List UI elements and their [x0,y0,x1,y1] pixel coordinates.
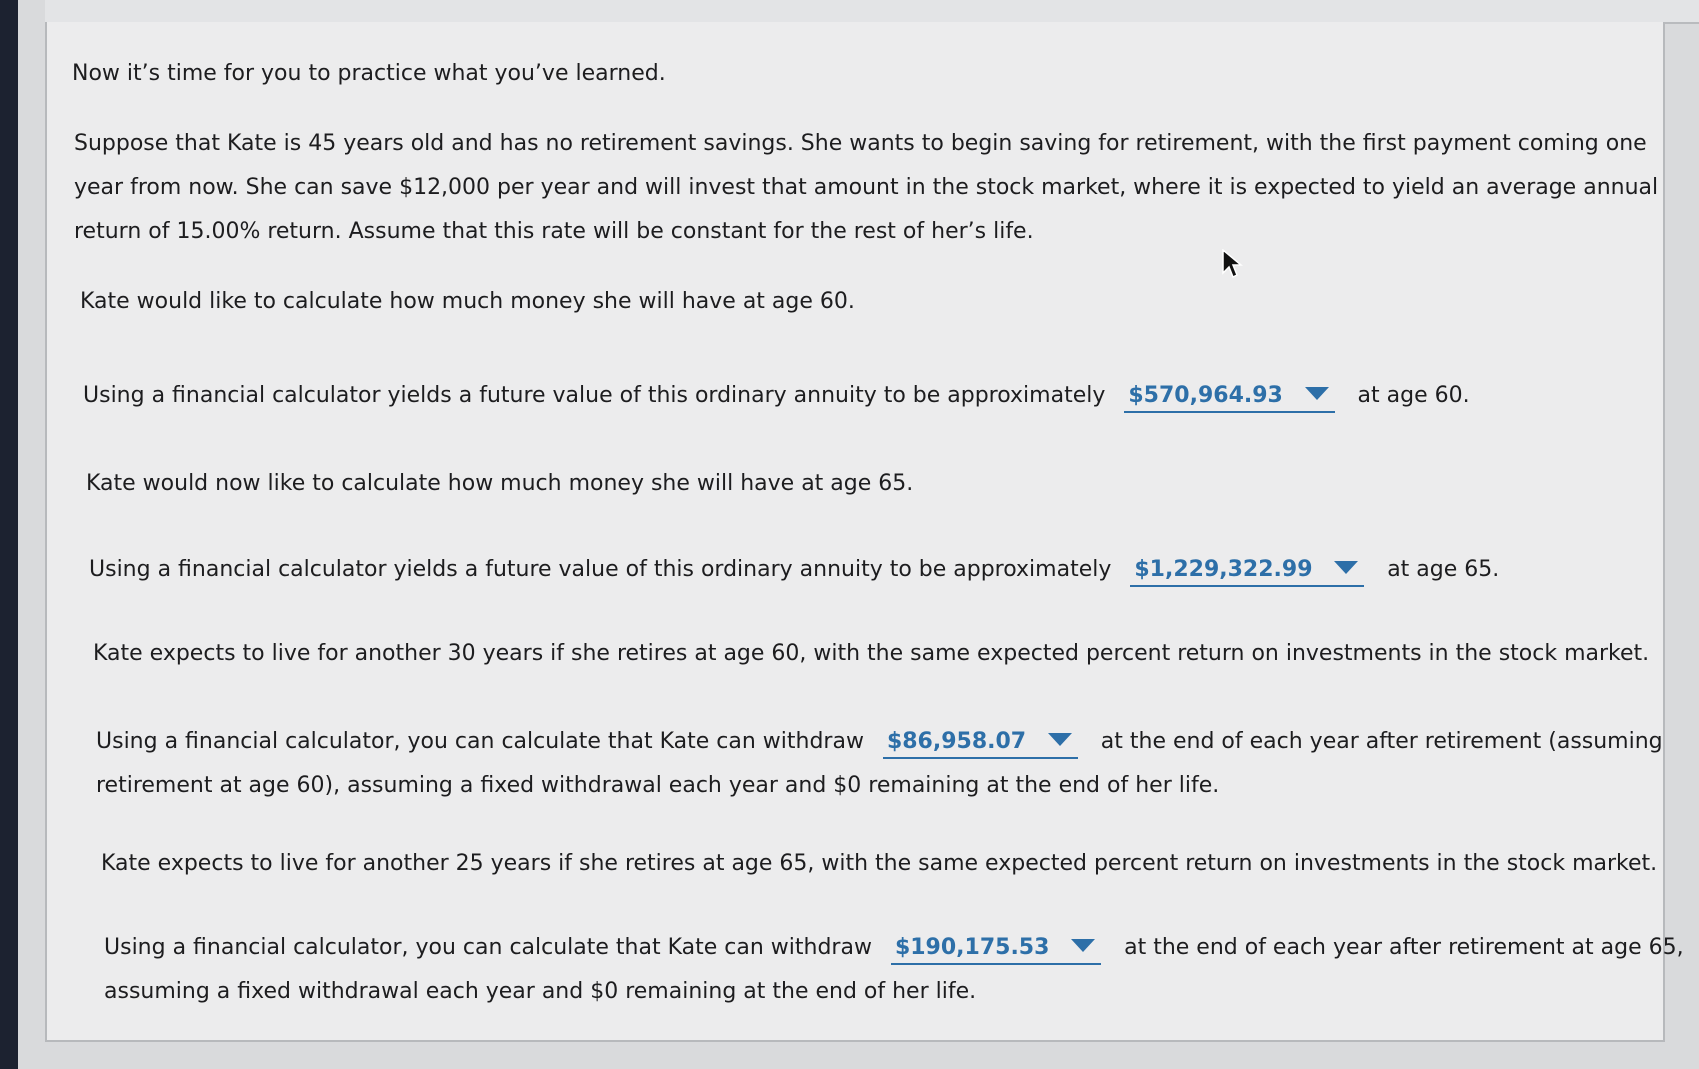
q1-answer-dropdown[interactable] [1124,381,1334,413]
scenario-line-3: return of 15.00% return. Assume that this rate will be constant for the rest of her’s life. [74,219,1034,244]
q1-prompt: Kate would like to calculate how much money she will have at age 60. [80,289,855,314]
q1-selected-value: $570,964.93 [1128,383,1283,408]
caret-down-icon [1305,387,1329,400]
caret-down-icon [1071,939,1095,952]
mouse-cursor-icon [1222,249,1244,279]
q1-after-text: at age 60. [1357,383,1470,408]
q4-after-text: at the end of each year after retirement at age 65, [1124,935,1684,960]
q3-prompt: Kate expects to live for another 30 years if she retires at age 60, with the same expected percent return on investments in the stock market. [93,641,1650,666]
q2-answer-dropdown[interactable] [1130,555,1364,587]
q3-selected-value: $86,958.07 [886,729,1027,754]
q4-sentence [104,926,1684,1014]
q4-line-2: assuming a fixed withdrawal each year and $0 remaining at the end of her life. [104,979,977,1004]
scenario-paragraph [74,122,1658,254]
q4-prompt: Kate expects to live for another 25 years if she retires at age 65, with the same expected percent return on investments in the stock market. [101,851,1658,876]
q2-prompt: Kate would now like to calculate how much money she will have at age 65. [86,471,914,496]
q3-line-1 [96,720,1663,764]
q2-selected-value: $1,229,322.99 [1134,557,1313,582]
q3-after-text: at the end of each year after retirement (assuming [1100,729,1663,754]
scenario-line-2: year from now. She can save $12,000 per year and will invest that amount in the stock market, where it is expected to yield an average annual [74,175,1659,200]
q3-before-text: Using a financial calculator, you can calculate that Kate can withdraw [96,729,864,754]
screen-bezel [0,0,18,1069]
q4-selected-value: $190,175.53 [894,935,1050,960]
caret-down-icon [1048,733,1072,746]
q2-after-text: at age 65. [1387,557,1500,582]
q1-sentence [83,374,1470,418]
q2-sentence [89,548,1499,592]
q4-line-1 [104,926,1684,970]
q3-sentence [96,720,1663,808]
scenario-line-1: Suppose that Kate is 45 years old and has no retirement savings. She wants to begin saving for retirement, with the first payment coming one [74,131,1647,156]
q1-before-text: Using a financial calculator yields a future value of this ordinary annuity to be approximately [83,383,1106,408]
header-strip [45,0,1699,24]
intro-text: Now it’s time for you to practice what you’ve learned. [72,61,666,86]
q2-before-text: Using a financial calculator yields a future value of this ordinary annuity to be approximately [89,557,1112,582]
q4-before-text: Using a financial calculator, you can calculate that Kate can withdraw [104,935,872,960]
q3-line-2: retirement at age 60), assuming a fixed withdrawal each year and $0 remaining at the end of her life. [96,773,1220,798]
caret-down-icon [1334,561,1358,574]
q3-answer-dropdown[interactable] [883,727,1078,759]
q4-answer-dropdown[interactable] [891,933,1101,965]
